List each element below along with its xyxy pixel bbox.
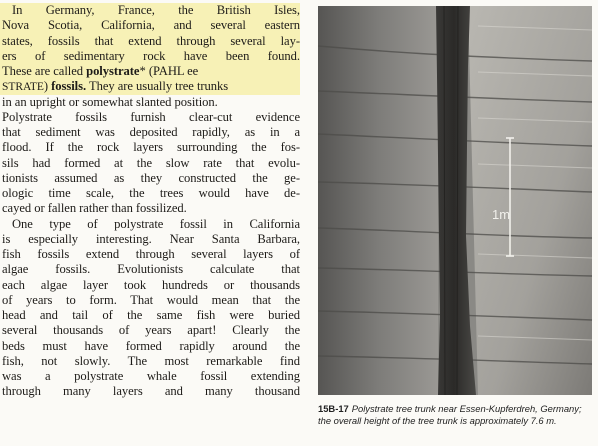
text-line: flood. If the rock layers surrounding the fos- [2,140,300,155]
body-text-column [2,3,300,400]
text-line: tionists assumed as they constructed the ge- [2,170,300,185]
text-line: each algae layer took hundreds or thousands [2,277,300,292]
text-line: of years to form. That would mean that the [2,292,300,307]
figure-caption [318,403,594,426]
photo-drawing [318,6,592,395]
text-line: in an upright or somewhat slanted position. [2,94,218,109]
figure-number: 15B-17 [318,403,349,414]
text-line: states, fossils that extend through several lay- [2,33,300,48]
text-line: beds must have formed rapidly around the [2,338,300,353]
text-line: In Germany, France, the British Isles, [0,3,300,18]
text-line: Polystrate fossils furnish clear-cut evidence [2,109,300,124]
text-line: cayed or fallen rather than fossilized. [2,201,187,216]
term-fossils: fossils. [51,79,87,94]
text-line: ers of sedimentary rock have been found. [2,48,300,63]
text-line: sils had formed at the slow rate that evolu- [2,155,300,170]
text-line: fish fossils extend through several layers of [2,247,300,261]
scale-label: 1m [492,207,511,222]
text-line: STRATE) fossils. They are usually tree trunks [0,79,300,94]
text-line: that sediment was deposited rapidly, as in a [2,125,300,139]
text-line: is especially interesting. Near Santa Barbara, [2,231,300,246]
text-line: ologic time scale, the trees would have de- [2,186,300,200]
polystrate-tree-photo [318,6,592,395]
text-line: algae fossils. Evolutionists calculate that [2,262,300,277]
text-line: was a polystrate whale fossil extending [2,369,300,383]
text-line: several thousands of years apart! Clearly the [2,323,300,338]
text-line: These are called polystrate* (PAHL ee [0,64,300,79]
text-line: head and tail of the same fish were buried [2,308,300,322]
text-line: Nova Scotia, California, and several eastern [2,18,300,33]
text-line: fish, not slowly. The most remarkable find [2,353,300,368]
term-polystrate: polystrate [86,64,140,78]
text-line: through many layers and many thousand [2,384,300,399]
text-line: One type of polystrate fossil in California [12,216,300,231]
caption-text: Polystrate tree trunk near Essen-Kupferdreh, Germany; the overall height of the tree trunk is approximately 7.6 m. [318,403,582,426]
